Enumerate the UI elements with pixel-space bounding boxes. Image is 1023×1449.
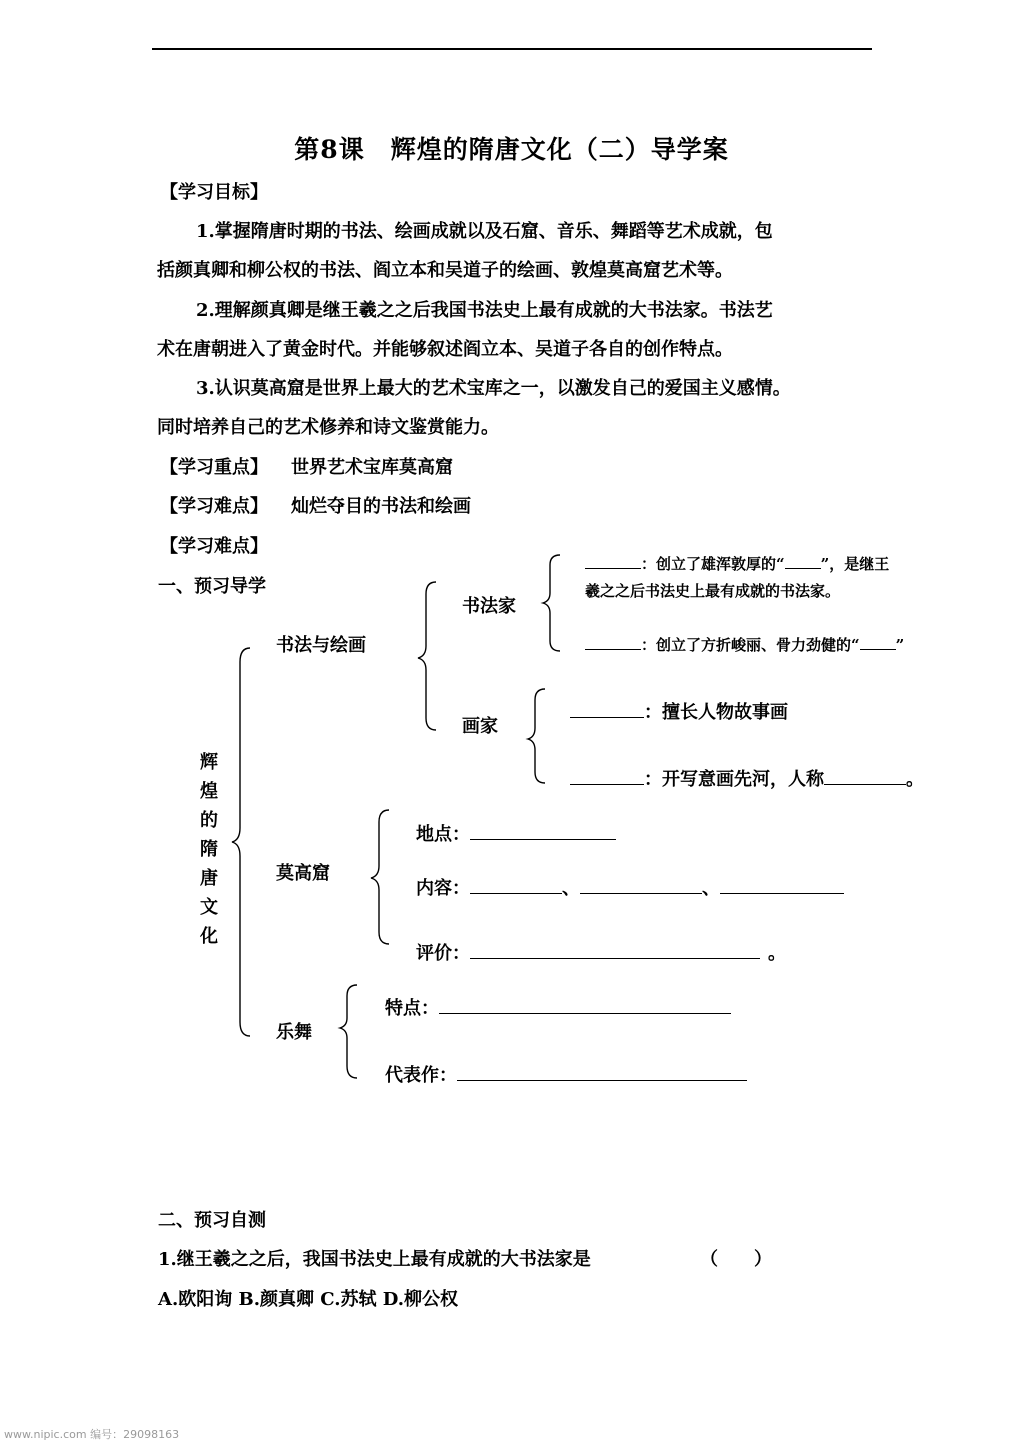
calligraphers-brace bbox=[543, 555, 560, 651]
blank-painter-1[interactable] bbox=[570, 699, 644, 718]
mogao-evaluation-label: 评价： bbox=[416, 943, 470, 964]
painter-1-text: ：擅长人物故事画 bbox=[644, 702, 788, 723]
calligrapher-2-text-b: ” bbox=[895, 636, 905, 654]
painter-2-text-a: ：开写意画先河，人称 bbox=[644, 769, 824, 790]
root-char: 隋 bbox=[200, 839, 218, 860]
blank-music-works[interactable] bbox=[457, 1062, 747, 1081]
calligrapher-1-line-2: 羲之之后书法史上最有成就的书法家。 bbox=[585, 582, 841, 600]
music-works-label: 代表作： bbox=[385, 1065, 457, 1086]
node-mogao: 莫高窟 bbox=[276, 863, 330, 884]
difficulty-label-2: 【学习难点】 bbox=[160, 536, 268, 557]
music-feature-label: 特点： bbox=[385, 998, 439, 1019]
selftest-question-1-answer[interactable]: （ ） bbox=[700, 1249, 772, 1270]
objective-line-1: 1.掌握隋唐时期的书法、绘画成就以及石窟、音乐、舞蹈等艺术成就，包 bbox=[196, 221, 773, 242]
watermark: www.nipic.com 编号：29098163 bbox=[4, 1428, 180, 1441]
objective-line-3: 2.理解颜真卿是继王羲之之后我国书法史上最有成就的大书法家。书法艺 bbox=[196, 300, 773, 321]
root-char: 的 bbox=[200, 810, 218, 831]
mogao-content-sep: 、 bbox=[562, 878, 580, 899]
root-char: 煌 bbox=[200, 781, 218, 802]
selftest-heading: 二、预习自测 bbox=[158, 1210, 266, 1231]
blank-calligrapher-1[interactable] bbox=[585, 553, 641, 569]
difficulty-label: 【学习难点】 bbox=[160, 496, 268, 517]
mogao-content-label: 内容： bbox=[416, 878, 470, 899]
root-brace bbox=[232, 648, 250, 1036]
mogao-evaluation-end: 。 bbox=[768, 943, 786, 964]
blank-mogao-content-1[interactable] bbox=[470, 875, 562, 894]
node-painters: 画家 bbox=[462, 716, 498, 737]
mogao-place-label: 地点： bbox=[416, 824, 470, 845]
mogao-content-sep: 、 bbox=[702, 878, 720, 899]
root-char: 辉 bbox=[200, 752, 218, 773]
calligrapher-1-text-a: ：创立了雄浑敦厚的“ bbox=[641, 555, 785, 573]
painter-2-line bbox=[570, 765, 924, 791]
blank-mogao-place[interactable] bbox=[470, 821, 616, 840]
node-calligraphers: 书法家 bbox=[462, 596, 516, 617]
objectives-heading: 【学习目标】 bbox=[160, 182, 268, 203]
preview-heading: 一、预习导学 bbox=[158, 576, 266, 597]
node-music-dance: 乐舞 bbox=[276, 1022, 312, 1043]
blank-style-2[interactable] bbox=[860, 634, 896, 650]
mogao-place-line bbox=[416, 820, 616, 846]
node-calligraphy-painting: 书法与绘画 bbox=[276, 635, 366, 656]
music-feature-line bbox=[385, 994, 731, 1020]
blank-style-1[interactable] bbox=[785, 553, 821, 569]
music-dance-brace bbox=[340, 985, 357, 1078]
blank-music-feature[interactable] bbox=[439, 995, 731, 1014]
calligrapher-2-line bbox=[585, 634, 904, 655]
root-char: 文 bbox=[200, 897, 218, 918]
calligrapher-2-text-a: ：创立了方折峻丽、骨力劲健的“ bbox=[641, 636, 860, 654]
selftest-question-1-options: A.欧阳询 B.颜真卿 C.苏轼 D.柳公权 bbox=[158, 1289, 459, 1310]
blank-mogao-content-3[interactable] bbox=[720, 875, 844, 894]
calligraphy-painting-brace bbox=[418, 582, 436, 730]
painter-2-text-b: 。 bbox=[906, 769, 924, 790]
focus-text: 世界艺术宝库莫高窟 bbox=[291, 457, 453, 478]
calligrapher-1-text-b: ”，是继王 bbox=[820, 555, 890, 573]
page-title: 第8课 辉煌的隋唐文化（二）导学案 bbox=[294, 135, 729, 164]
calligrapher-1-line-1 bbox=[585, 553, 889, 574]
blank-mogao-content-2[interactable] bbox=[580, 875, 702, 894]
selftest-question-1: 1.继王羲之之后，我国书法史上最有成就的大书法家是 bbox=[158, 1249, 591, 1270]
music-works-line bbox=[385, 1061, 747, 1087]
blank-mogao-evaluation[interactable] bbox=[470, 940, 760, 959]
blank-painter-2[interactable] bbox=[570, 766, 644, 785]
objective-line-6: 同时培养自己的艺术修养和诗文鉴赏能力。 bbox=[157, 417, 499, 438]
blank-calligrapher-2[interactable] bbox=[585, 634, 641, 650]
focus-label: 【学习重点】 bbox=[160, 457, 268, 478]
painter-1-line bbox=[570, 698, 788, 724]
objective-line-2: 括颜真卿和柳公权的书法、阎立本和吴道子的绘画、敦煌莫高窟艺术等。 bbox=[157, 260, 733, 281]
root-char: 化 bbox=[200, 926, 218, 947]
mogao-evaluation-line bbox=[416, 939, 786, 965]
root-node-vertical bbox=[198, 748, 220, 951]
mogao-brace bbox=[371, 810, 389, 944]
mogao-content-line bbox=[416, 874, 844, 900]
painters-brace bbox=[528, 689, 545, 783]
objective-line-4: 术在唐朝进入了黄金时代。并能够叙述阎立本、吴道子各自的创作特点。 bbox=[157, 339, 733, 360]
objective-line-5: 3.认识莫高窟是世界上最大的艺术宝库之一，以激发自己的爱国主义感情。 bbox=[196, 378, 791, 399]
root-char: 唐 bbox=[200, 868, 218, 889]
blank-painter-title[interactable] bbox=[824, 766, 906, 785]
difficulty-text: 灿烂夺目的书法和绘画 bbox=[291, 496, 471, 517]
